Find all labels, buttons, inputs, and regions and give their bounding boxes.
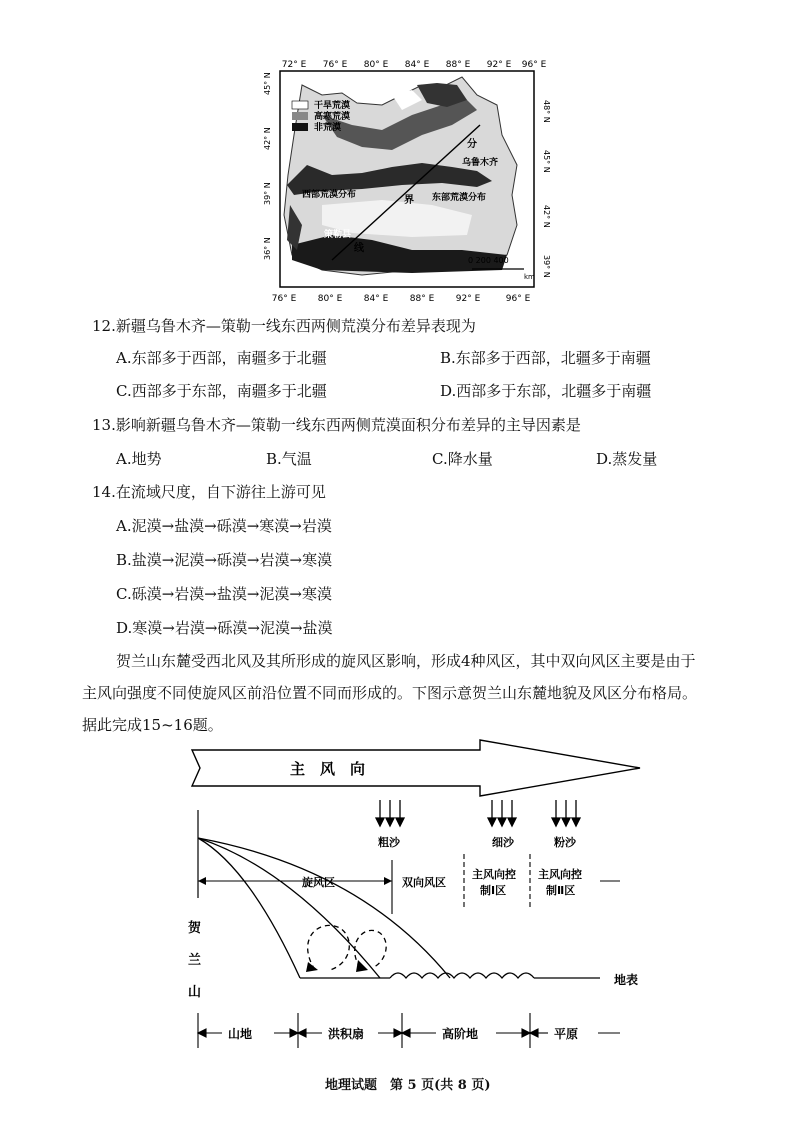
legend-arid: 干旱荒漠 bbox=[314, 101, 351, 111]
svg-text:39° N: 39° N bbox=[542, 255, 551, 278]
landform-high-terrace: 高阶地 bbox=[442, 1027, 479, 1041]
svg-text:36° N: 36° N bbox=[263, 237, 272, 260]
q12-option-c[interactable]: C.西部多于东部，南疆多于北疆 bbox=[116, 382, 327, 400]
q13-option-d[interactable]: D.蒸发量 bbox=[596, 450, 658, 468]
legend-nondesert: 非荒漠 bbox=[314, 123, 342, 133]
zone2-label-b: 制Ⅱ区 bbox=[546, 884, 576, 897]
svg-text:84° E: 84° E bbox=[363, 294, 389, 304]
q14-stem: 14.在流域尺度，自下游往上游可见 bbox=[92, 483, 326, 501]
q12-option-a[interactable]: A.东部多于西部，南疆多于北疆 bbox=[116, 349, 327, 367]
svg-text:42° N: 42° N bbox=[542, 205, 551, 228]
surface-label: 地表 bbox=[614, 973, 639, 987]
svg-text:88° E: 88° E bbox=[445, 60, 471, 70]
q13-option-a[interactable]: A.地势 bbox=[116, 450, 162, 468]
fine-sand-label: 细沙 bbox=[492, 836, 514, 849]
coarse-sand-label: 粗沙 bbox=[378, 836, 400, 849]
q13-option-c[interactable]: C.降水量 bbox=[432, 450, 493, 468]
svg-text:45° N: 45° N bbox=[542, 150, 551, 173]
left-ticks bbox=[263, 72, 272, 260]
svg-text:84° E: 84° E bbox=[404, 60, 430, 70]
label-line-2: 界 bbox=[404, 195, 414, 206]
label-west: 西部荒漠分布 bbox=[302, 190, 357, 200]
desert-map bbox=[262, 55, 552, 315]
svg-text:96° E: 96° E bbox=[505, 294, 531, 304]
main-wind-label: 主 风 向 bbox=[290, 760, 366, 778]
scale-unit: km bbox=[524, 273, 535, 281]
passage-line-3: 据此完成15~16题。 bbox=[82, 716, 223, 734]
svg-text:88° E: 88° E bbox=[409, 294, 435, 304]
q13-option-b[interactable]: B.气温 bbox=[266, 450, 312, 468]
label-urumqi: 乌鲁木齐 bbox=[462, 158, 499, 168]
right-ticks bbox=[542, 100, 551, 278]
landform-mountain: 山地 bbox=[228, 1027, 253, 1041]
q14-option-b[interactable]: B.盐漠→泥漠→砾漠→岩漠→寒漠 bbox=[116, 551, 333, 569]
zone2-label-a: 主风向控 bbox=[538, 868, 582, 881]
bottom-ticks bbox=[272, 294, 531, 304]
svg-text:76° E: 76° E bbox=[322, 60, 348, 70]
mountain-char-3: 山 bbox=[188, 985, 202, 1000]
q12-option-b[interactable]: B.东部多于西部，北疆多于南疆 bbox=[440, 349, 651, 367]
q14-option-c[interactable]: C.砾漠→岩漠→盐漠→泥漠→寒漠 bbox=[116, 585, 332, 603]
svg-text:48° N: 48° N bbox=[542, 100, 551, 123]
silt-label: 粉沙 bbox=[554, 836, 576, 849]
main-wind-arrow bbox=[192, 740, 640, 796]
wind-zone-diagram bbox=[180, 738, 660, 1058]
mountain-char-2: 兰 bbox=[188, 953, 202, 968]
landform-plain: 平原 bbox=[554, 1027, 579, 1041]
label-line-1: 分 bbox=[467, 139, 477, 150]
zone1-label-b: 制Ⅰ区 bbox=[480, 884, 507, 897]
svg-text:72° E: 72° E bbox=[281, 60, 307, 70]
top-ticks bbox=[282, 60, 547, 70]
svg-text:92° E: 92° E bbox=[455, 294, 481, 304]
q13-stem: 13.影响新疆乌鲁木齐—策勒一线东西两侧荒漠面积分布差异的主导因素是 bbox=[92, 416, 581, 434]
svg-text:92° E: 92° E bbox=[486, 60, 512, 70]
svg-text:42° N: 42° N bbox=[263, 127, 272, 150]
svg-text:96° E: 96° E bbox=[521, 60, 547, 70]
legend-alpine: 高寒荒漠 bbox=[314, 112, 351, 122]
cyclone-zone-label: 旋风区 bbox=[302, 876, 335, 889]
passage-line-1: 贺兰山东麓受西北风及其所形成的旋风区影响，形成4种风区，其中双向风区主要是由于 bbox=[116, 652, 696, 670]
q12-option-d[interactable]: D.西部多于东部，北疆多于南疆 bbox=[440, 382, 652, 400]
q14-option-d[interactable]: D.寒漠→岩漠→砾漠→泥漠→盐漠 bbox=[116, 619, 333, 637]
label-east: 东部荒漠分布 bbox=[432, 193, 487, 203]
q14-option-a[interactable]: A.泥漠→盐漠→砾漠→寒漠→岩漠 bbox=[116, 517, 332, 535]
zone1-label-a: 主风向控 bbox=[472, 868, 516, 881]
svg-text:39° N: 39° N bbox=[263, 182, 272, 205]
svg-text:45° N: 45° N bbox=[263, 72, 272, 95]
svg-text:80° E: 80° E bbox=[363, 60, 389, 70]
bidirectional-zone-label: 双向风区 bbox=[402, 876, 446, 889]
scale-label: 0 200 400 bbox=[468, 256, 509, 265]
landform-alluvial-fan: 洪积扇 bbox=[328, 1027, 365, 1041]
svg-text:76° E: 76° E bbox=[271, 294, 297, 304]
page-footer: 地理试题 第 5 页(共 8 页) bbox=[325, 1078, 491, 1093]
label-cele: 策勒县 bbox=[324, 230, 352, 240]
passage-line-2: 主风向强度不同使旋风区前沿位置不同而形成的。下图示意贺兰山东麓地貌及风区分布格局。 bbox=[82, 684, 698, 702]
mountain-char-1: 贺 bbox=[188, 921, 202, 936]
q12-stem: 12.新疆乌鲁木齐—策勒一线东西两侧荒漠分布差异表现为 bbox=[92, 317, 476, 335]
label-line-3: 线 bbox=[354, 243, 364, 254]
svg-text:80° E: 80° E bbox=[317, 294, 343, 304]
